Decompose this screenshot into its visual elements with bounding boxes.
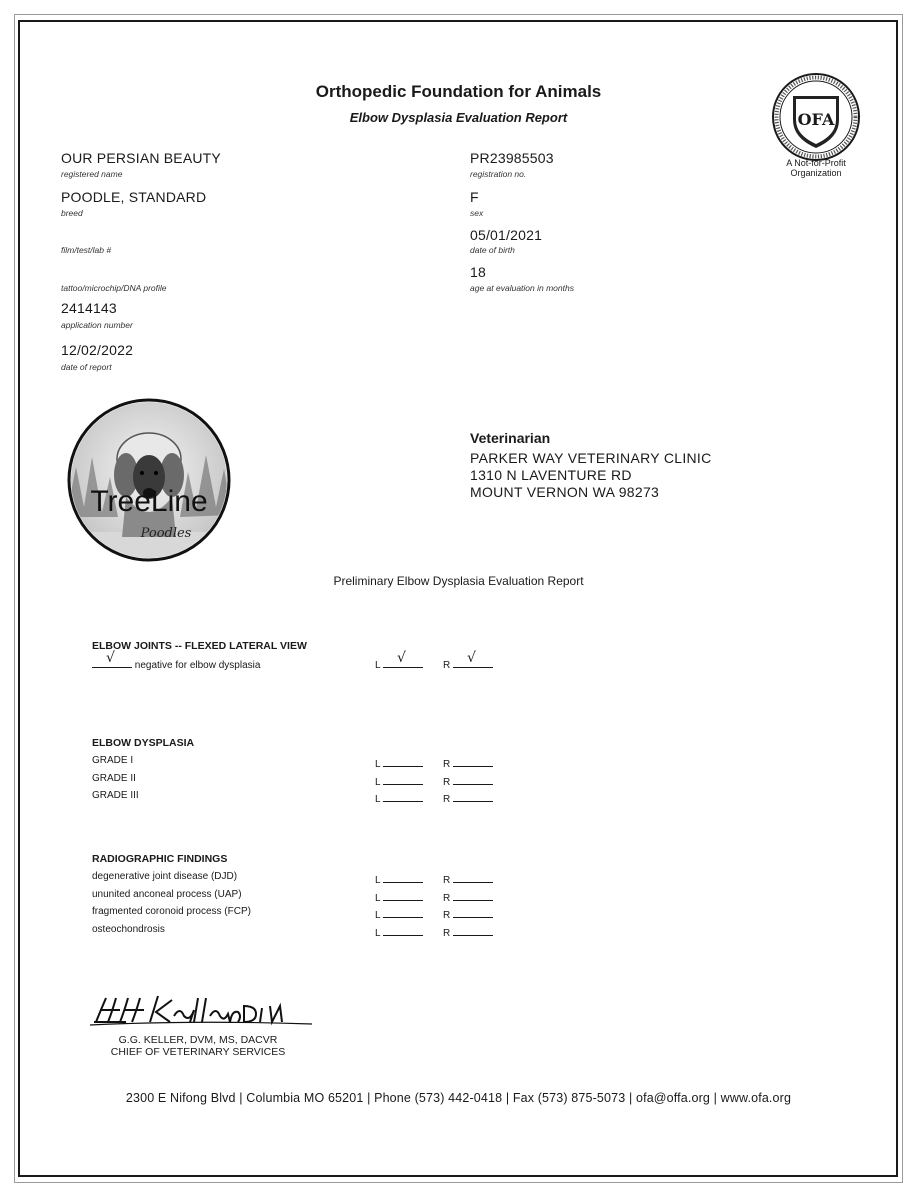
breed-label: breed (61, 208, 83, 218)
finding-row-2-right (443, 889, 493, 904)
grade-row-1-left-blank (383, 755, 423, 767)
grade-row-2-left (375, 773, 423, 788)
negative-row (92, 650, 261, 671)
org-note (766, 158, 866, 178)
grade-row-3-right-blank (453, 790, 493, 802)
film-label: film/test/lab # (61, 245, 112, 255)
right-label: R (443, 910, 451, 921)
negative-check-blank (92, 650, 132, 668)
treeline-text: TreeLine (90, 485, 208, 518)
left-label: L (375, 910, 381, 921)
grade-row-1-left (375, 755, 423, 770)
grade-row-1-right (443, 755, 493, 770)
document-title: Orthopedic Foundation for Animals (315, 82, 602, 101)
left-label: L (375, 759, 381, 770)
signer-title: CHIEF OF VETERINARY SERVICES (110, 1046, 286, 1058)
right-label: R (443, 794, 451, 805)
finding-row-3-right (443, 906, 493, 921)
registered-name-label: registered name (61, 169, 123, 179)
registered-name-value: OUR PERSIAN BEAUTY (61, 150, 221, 166)
registration-no-label: registration no. (470, 169, 527, 179)
finding-row-3-left-blank (383, 906, 423, 918)
clinic-street: 1310 N LAVENTURE RD (470, 467, 632, 483)
grade-row-1-label: GRADE I (92, 755, 134, 766)
joints-heading: ELBOW JOINTS -- FLEXED LATERAL VIEW (92, 640, 307, 652)
document-subtitle: Elbow Dysplasia Evaluation Report (349, 110, 568, 125)
right-label: R (443, 759, 451, 770)
sex-label: sex (470, 208, 484, 218)
application-number-value: 2414143 (61, 300, 117, 316)
poodles-text: Poodles (140, 526, 192, 541)
veterinarian-heading: Veterinarian (470, 430, 551, 446)
left-label: L (375, 660, 381, 671)
finding-row-3-right-blank (453, 906, 493, 918)
report-heading: Preliminary Elbow Dysplasia Evaluation Report (333, 574, 584, 588)
ofa-logo-icon (771, 72, 861, 162)
age-label: age at evaluation in months (470, 283, 574, 293)
breed-value: POODLE, STANDARD (61, 189, 207, 205)
finding-row-4-left-blank (383, 924, 423, 936)
finding-row-2-left (375, 889, 423, 904)
org-note-line2: Organization (790, 168, 842, 178)
signature-image (86, 992, 316, 1032)
negative-left (375, 650, 423, 671)
dysplasia-heading: ELBOW DYSPLASIA (92, 737, 195, 749)
finding-row-4-left (375, 924, 423, 939)
left-label: L (375, 927, 381, 939)
footer-contact: 2300 E Nifong Blvd | Columbia MO 65201 | Phone (573) 442-0418 | Fax (573) 875-5073 | ofa@offa.org | www.ofa.org (125, 1091, 792, 1105)
finding-row-4-label: osteochondrosis (92, 923, 165, 935)
finding-row-1-right-blank (453, 871, 493, 883)
grade-row-3-right (443, 790, 493, 805)
clinic-name: PARKER WAY VETERINARY CLINIC (470, 450, 712, 466)
grade-row-1-right-blank (453, 755, 493, 767)
negative-right-check: √ (467, 650, 476, 666)
clinic-city: MOUNT VERNON WA 98273 (470, 484, 660, 500)
finding-row-2-label: ununited anconeal process (UAP) (92, 888, 242, 900)
age-value: 18 (470, 264, 486, 280)
findings-heading: RADIOGRAPHIC FINDINGS (92, 853, 228, 865)
finding-row-4-right (443, 924, 493, 939)
negative-right (443, 650, 493, 671)
right-label: R (443, 776, 451, 788)
grade-row-3-left-blank (383, 790, 423, 802)
finding-row-1-label: degenerative joint disease (DJD) (92, 871, 238, 882)
date-of-birth-value: 05/01/2021 (470, 227, 543, 243)
grade-row-2-label: GRADE II (92, 772, 136, 784)
finding-row-1-left (375, 871, 423, 886)
application-number-label: application number (61, 320, 133, 330)
grade-row-3-label: GRADE III (92, 790, 139, 801)
negative-row-label: negative for elbow dysplasia (134, 660, 261, 671)
left-label: L (375, 794, 381, 805)
left-label: L (375, 776, 381, 788)
org-note-line1: A Not-for-Profit (786, 158, 846, 168)
negative-left-check: √ (396, 650, 406, 666)
grade-row-2-right (443, 773, 493, 788)
finding-row-2-right-blank (453, 889, 493, 901)
finding-row-3-label: fragmented coronoid process (FCP) (92, 906, 251, 917)
finding-row-1-left-blank (383, 871, 423, 883)
grade-row-3-left (375, 790, 423, 805)
negative-check-mark: √ (106, 650, 115, 666)
grade-row-2-right-blank (453, 773, 493, 785)
right-label: R (443, 660, 451, 671)
treeline-poodles-logo (66, 397, 232, 563)
finding-row-2-left-blank (383, 889, 423, 901)
left-label: L (375, 892, 381, 904)
registration-no-value: PR23985503 (470, 150, 554, 166)
negative-left-blank (383, 650, 423, 668)
finding-row-3-left (375, 906, 423, 921)
signer-name: G.G. KELLER, DVM, MS, DACVR (118, 1034, 278, 1046)
negative-right-blank (453, 650, 493, 668)
date-of-birth-label: date of birth (470, 245, 515, 255)
right-label: R (443, 875, 451, 886)
ofa-logo-text: OFA (797, 110, 835, 129)
right-label: R (443, 892, 451, 904)
right-label: R (443, 927, 451, 939)
date-of-report-value: 12/02/2022 (61, 342, 134, 358)
date-of-report-label: date of report (61, 362, 112, 372)
grade-row-2-left-blank (383, 773, 423, 785)
tattoo-label: tattoo/microchip/DNA profile (61, 283, 167, 293)
finding-row-4-right-blank (453, 924, 493, 936)
sex-value: F (470, 189, 479, 205)
finding-row-1-right (443, 871, 493, 886)
left-label: L (375, 875, 381, 886)
